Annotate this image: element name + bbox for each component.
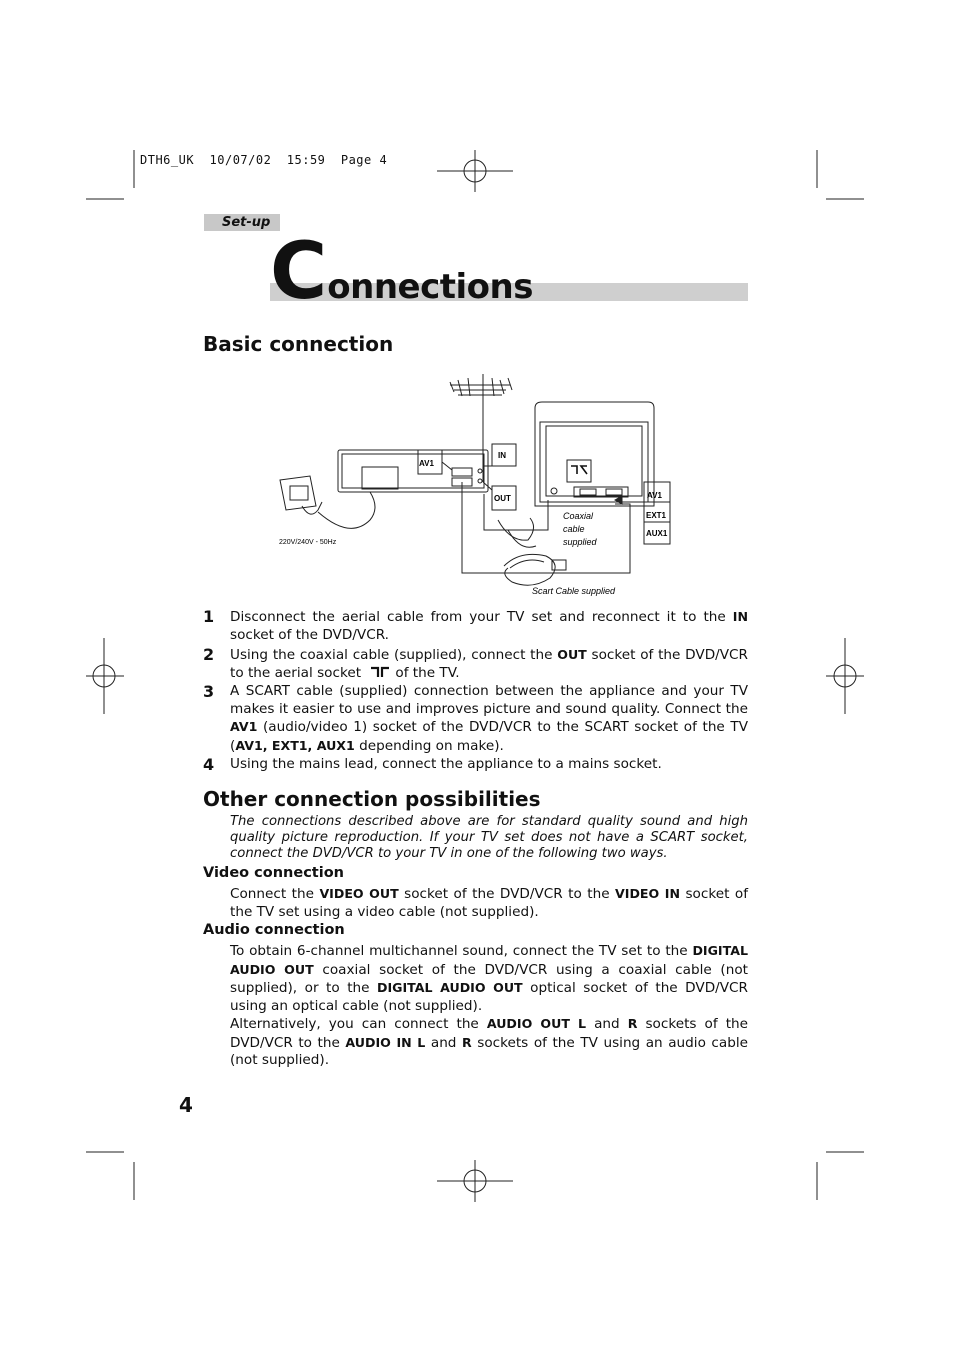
diagram-out-label: OUT [494, 494, 511, 503]
coax-caption-1: Coaxial [563, 511, 594, 521]
step-2-number: 2 [203, 645, 215, 664]
connection-diagram [270, 370, 690, 606]
step-2-text: Using the coaxial cable (supplied), connect the OUT socket of the DVD/VCR to the aerial socket of the TV. [230, 647, 748, 681]
mains-caption: 220V/240V - 50Hz [279, 539, 337, 546]
diagram-tv-ext1-label: EXT1 [646, 511, 667, 520]
diagram-av1-label: AV1 [419, 459, 434, 468]
audio-connection-text-1: To obtain 6-channel multichannel sound, connect the TV set to the DIGITAL AUDIO OUT coaxial socket of the DVD/VCR using a coaxial cable (not supplied), or to the DIGITAL AUDIO OUT optical socket of the DVD/VCR using an optical cable (not supplied). [230, 943, 748, 1014]
page-title [270, 227, 533, 317]
aerial-socket-icon [571, 466, 587, 474]
page-number: 4 [179, 1093, 193, 1117]
mains-socket [280, 476, 316, 510]
aerial-socket-icon [369, 666, 391, 678]
tv-set [535, 402, 654, 506]
step-1-text: Disconnect the aerial cable from your TV set and reconnect it to the IN socket of the DVD/VCR. [230, 609, 748, 643]
diagram-in-label: IN [498, 451, 506, 460]
video-connection-text: Connect the VIDEO OUT socket of the DVD/VCR to the VIDEO IN socket of the TV set using a video cable (not supplied). [230, 886, 748, 920]
coax-caption-3: supplied [563, 537, 597, 547]
scart-caption: Scart Cable supplied [532, 586, 616, 596]
title-rest: onnections [327, 267, 533, 307]
step-3-text: A SCART cable (supplied) connection between the appliance and your TV makes it easier to use and improves picture and sound quality. Connect the AV1 (audio/video 1) socket of the DVD/VCR to the SCART socket of the TV (AV1, EXT1, AUX1 depending on make). [230, 683, 748, 754]
step-3-number: 3 [203, 682, 215, 701]
section-tag: Set-up [204, 214, 280, 231]
audio-connection-text-2: Alternatively, you can connect the AUDIO OUT L and R sockets of the DVD/VCR to the AUDIO IN L and R sockets of the TV using an audio cable (not supplied). [230, 1016, 749, 1069]
video-connection-heading: Video connection [203, 865, 344, 881]
step-1-number: 1 [203, 607, 215, 626]
file-stamp: DTH6_UK 10/07/02 15:59 Page 4 [140, 153, 388, 167]
other-intro: The connections described above are for standard quality sound and high quality picture reproduction. If your TV set does not have a SCART socket, connect the DVD/VCR to your TV in one of the following two ways. [230, 814, 748, 861]
step-4-text: Using the mains lead, connect the appliance to a mains socket. [230, 756, 662, 772]
audio-connection-heading: Audio connection [203, 922, 345, 938]
other-connections-heading: Other connection possibilities [203, 787, 541, 811]
diagram-tv-aux1-label: AUX1 [646, 529, 668, 538]
title-initial: C [270, 227, 328, 317]
step-4-number: 4 [203, 755, 215, 774]
diagram-tv-av1-label: AV1 [647, 491, 662, 500]
coax-caption-2: cable [563, 524, 585, 534]
basic-connection-heading: Basic connection [203, 332, 394, 356]
